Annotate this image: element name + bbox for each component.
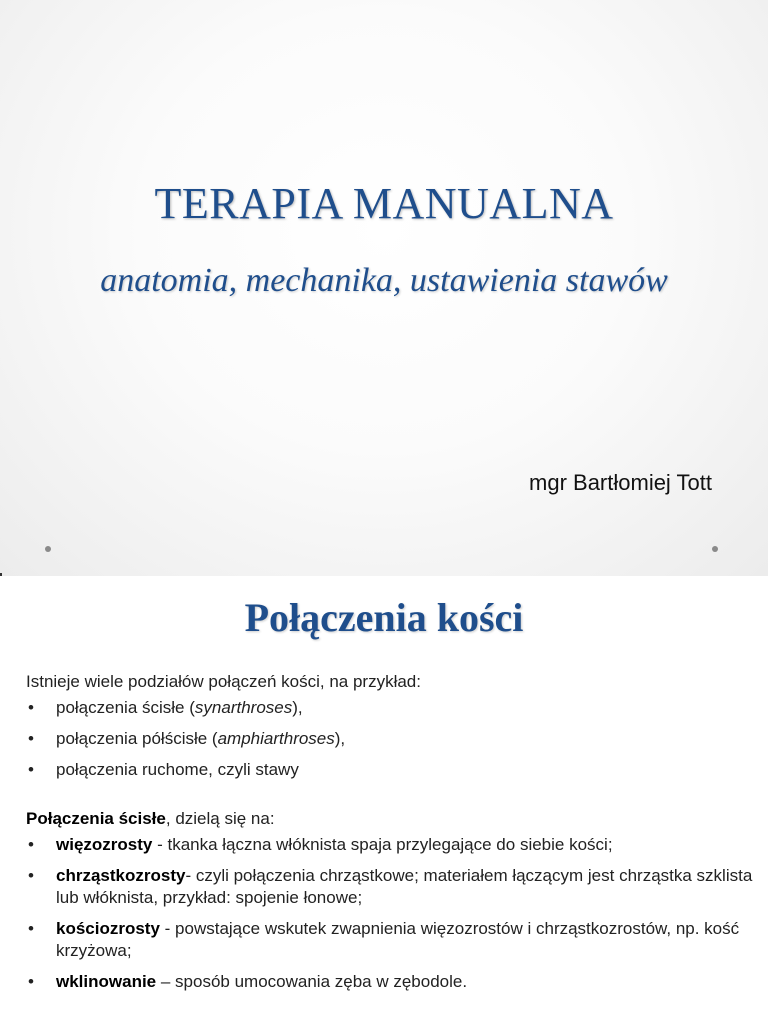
list-item: • więzozrosty - tkanka łączna włóknista spaja przylegające do siebie kości; (26, 834, 756, 856)
list-item: • kościozrosty - powstające wskutek zwapnienia więzozrostów i chrząstkozrostów, np. kość krzyżowa; (26, 918, 756, 962)
presentation-subtitle: anatomia, mechanika, ustawienia stawów (100, 262, 668, 299)
list-item: • połączenia ścisłe (synarthroses), (26, 697, 756, 719)
slide-body (26, 671, 756, 1002)
content-slide (0, 576, 768, 1024)
synarthroses-list (26, 834, 756, 993)
list-item: • wklinowanie – sposób umocowania zęba w zębodole. (26, 971, 756, 993)
decorative-dot-left (45, 546, 51, 552)
intro-text: Istnieje wiele podziałów połączeń kości, na przykład: (26, 672, 421, 691)
author-name: mgr Bartłomiej Tott (529, 470, 712, 495)
joint-types-list (26, 697, 756, 781)
slide-title: Połączenia kości (244, 595, 524, 640)
presentation-title: TERAPIA MANUALNA (154, 179, 614, 228)
section-heading: Połączenia ścisłe, dzielą się na: (26, 809, 275, 828)
list-item: • chrząstkozrosty- czyli połączenia chrząstkowe; materiałem łączącym jest chrząstka szklista lub włóknista, przykład: spojenie łonowe; (26, 865, 756, 909)
list-item: • połączenia półścisłe (amphiarthroses), (26, 728, 756, 750)
decorative-dot-right (712, 546, 718, 552)
list-item: • połączenia ruchome, czyli stawy (26, 759, 756, 781)
